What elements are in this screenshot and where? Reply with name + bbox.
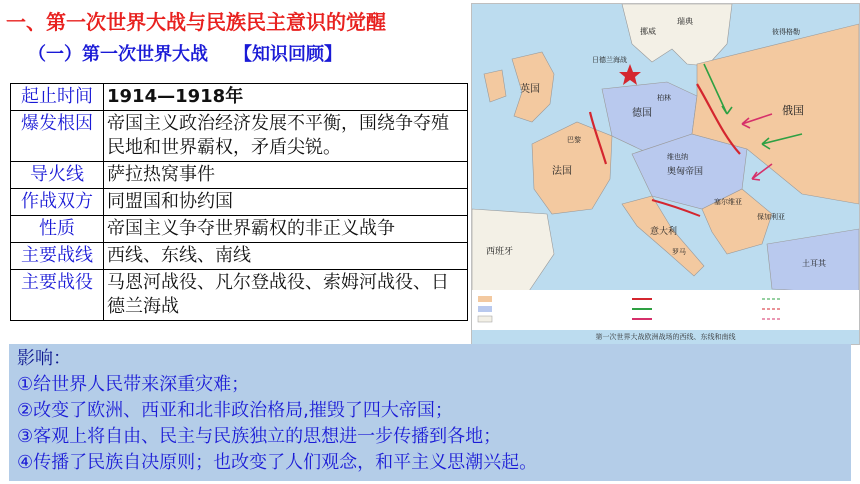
row-value: 西线、东线、南线	[104, 243, 468, 270]
map-label: 法国	[552, 166, 572, 177]
map-label: 俄国	[782, 104, 804, 117]
row-value: 萨拉热窝事件	[104, 162, 468, 189]
map-label: 西班牙	[486, 247, 514, 257]
row-key: 主要战役	[11, 270, 104, 321]
impact-box	[9, 344, 851, 481]
row-value: 帝国主义政治经济发展不平衡，围绕争夺殖民地和世界霸权，矛盾尖锐。	[104, 111, 468, 162]
row-key: 性质	[11, 216, 104, 243]
section-heading: 一、第一次世界大战与民族民主意识的觉醒	[6, 10, 386, 34]
table-row	[11, 270, 468, 321]
table-row	[11, 243, 468, 270]
map-label: 奥匈帝国	[667, 167, 704, 177]
row-value: 帝国主义争夺世界霸权的非正义战争	[104, 216, 468, 243]
map-label: 巴黎	[567, 136, 581, 144]
legend-swatch-neutral	[478, 316, 492, 322]
legend-swatch-allies	[478, 296, 492, 302]
map-label: 维也纳	[667, 153, 688, 161]
map-caption: 第一次世界大战欧洲战场的西线、东线和南线	[595, 333, 736, 341]
map-label: 英国	[520, 84, 540, 95]
row-key: 主要战线	[11, 243, 104, 270]
row-value: 1914—1918年	[104, 84, 468, 111]
legend-swatch-central	[478, 306, 492, 312]
row-key: 作战双方	[11, 189, 104, 216]
map-label: 意大利	[650, 227, 678, 237]
table-row	[11, 162, 468, 189]
row-key: 爆发根因	[11, 111, 104, 162]
map-label: 日德兰海战	[592, 56, 627, 64]
map-label: 德国	[632, 108, 652, 119]
knowledge-review-label: 【知识回顾】	[234, 44, 342, 65]
impact-item: ①给世界人民带来深重灾难；	[17, 374, 250, 395]
map-label: 罗马	[672, 248, 686, 256]
table-row	[11, 111, 468, 162]
map-label: 土耳其	[802, 259, 826, 268]
impact-item: ③客观上将自由、民主与民族独立的思想进一步传播到各地；	[17, 426, 502, 447]
impact-item: ④传播了民族自决原则；也改变了人们观念，和平主义思潮兴起。	[17, 452, 538, 473]
row-value: 同盟国和协约国	[104, 189, 468, 216]
map-legend	[472, 290, 859, 330]
table-row	[11, 84, 468, 111]
map-label: 塞尔维亚	[714, 198, 742, 206]
impact-title: 影响：	[17, 348, 71, 369]
map-label: 挪威	[640, 27, 656, 36]
map-label: 彼得格勒	[772, 28, 800, 36]
map-graphic	[472, 4, 859, 344]
impact-item: ②改变了欧洲、西亚和北非政治格局,摧毁了四大帝国；	[17, 400, 453, 421]
table-row	[11, 189, 468, 216]
row-value: 马恩河战役、凡尔登战役、索姆河战役、日德兰海战	[104, 270, 468, 321]
subsection-heading	[28, 40, 342, 66]
map-label: 柏林	[657, 94, 671, 102]
row-key: 导火线	[11, 162, 104, 189]
map-label: 瑞典	[677, 17, 693, 26]
table-row	[11, 216, 468, 243]
map-label: 保加利亚	[757, 213, 785, 221]
subsection-title: （一）第一次世界大战	[28, 44, 208, 65]
row-key: 起止时间	[11, 84, 104, 111]
knowledge-table	[10, 83, 468, 321]
ww1-europe-map	[471, 3, 860, 345]
